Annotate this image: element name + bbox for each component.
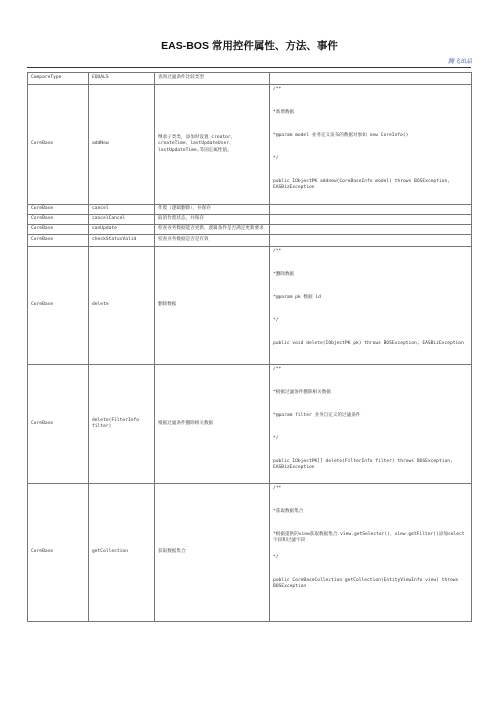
code-line: public IObjectPK[] delete(FilterInfo filter) throws BOSException, EASBizException (273, 459, 453, 471)
api-table-body (28, 73, 472, 622)
class-cell: CoreBase (28, 85, 89, 205)
method-cell: cancel (89, 205, 155, 215)
code-spacer (273, 425, 468, 437)
code-spacer (273, 521, 468, 533)
api-table (27, 72, 472, 622)
code-cell (270, 484, 472, 622)
code-cell (270, 73, 472, 85)
code-cell (270, 247, 472, 365)
description-cell: 获取数据集合 (155, 484, 270, 622)
code-spacer (273, 448, 468, 460)
table-row (28, 247, 472, 365)
description-cell: 检查业务数据能否更新，逻辑条件是否满足更新要求 (155, 225, 270, 235)
class-cell: CoreBase (28, 235, 89, 247)
table-row (28, 235, 472, 247)
code-spacer (273, 99, 468, 111)
class-cell: CoreBase (28, 365, 89, 484)
code-spacer (273, 168, 468, 180)
code-line: *@param pk 数据 id (273, 295, 321, 300)
code-line: */ (273, 555, 279, 560)
table-row (28, 205, 472, 215)
code-spacer (273, 122, 468, 134)
table-row (28, 85, 472, 205)
document-title: EAS-BOS 常用控件属性、方法、事件 (161, 40, 338, 52)
code-cell (270, 205, 472, 215)
class-cell: CoreBase (28, 225, 89, 235)
description-cell: 取消作废状态，并保存 (155, 215, 270, 225)
method-cell: delete(FilterInfo filter) (89, 365, 155, 484)
code-cell (270, 85, 472, 205)
code-line: /** (273, 87, 282, 92)
code-line: *根据过滤条件删除相关数据 (273, 390, 331, 395)
class-cell: CoreBase (28, 215, 89, 225)
class-cell: CompareType (28, 73, 89, 85)
code-spacer (273, 402, 468, 414)
code-spacer (273, 261, 468, 273)
code-spacer (273, 544, 468, 556)
method-cell: addNew (89, 85, 155, 205)
header-rule (27, 67, 471, 68)
description-cell: 继承子类类，添加时设置 creator、createTime、lastUpdateUser、lastUpdateTime,等固定属性值。 (155, 85, 270, 205)
code-spacer (273, 498, 468, 510)
table-row (28, 225, 472, 235)
code-line: */ (273, 156, 279, 161)
code-line: /** (273, 486, 282, 491)
code-cell (270, 225, 472, 235)
code-line: *获取数据集合 (273, 509, 304, 514)
code-line: /** (273, 249, 282, 254)
code-spacer (273, 330, 468, 342)
code-line: public CoreBaseCollection getCollection(EntityViewInfo view) throws BOSException (273, 578, 459, 590)
method-cell: getCollection (89, 484, 155, 622)
table-row (28, 215, 472, 225)
method-cell: cancelCancel (89, 215, 155, 225)
table-row (28, 365, 472, 484)
brand-label: 腾飞出品 (447, 58, 472, 65)
description-cell: 检查业务数据是否是有效 (155, 235, 270, 247)
class-cell: CoreBase (28, 484, 89, 622)
class-cell: CoreBase (28, 247, 89, 365)
code-spacer (273, 284, 468, 296)
code-line: *@param model 业务定义发布的数据对象如 new CoreInfo() (273, 133, 409, 138)
description-cell: 删除数据 (155, 247, 270, 365)
code-line: public void delete(IObjectPK pk) throws BOSException, EASBizException (273, 341, 464, 346)
code-line: public IObjectPK addnew(CoreBaseInfo model) throws BOSException, EASBizException (273, 179, 451, 191)
description-cell: 根据过滤条件删除相关数据 (155, 365, 270, 484)
description-cell: 作废（逻辑删除），并保存 (155, 205, 270, 215)
code-spacer (273, 307, 468, 319)
code-spacer (273, 567, 468, 579)
code-spacer (273, 145, 468, 157)
code-line: */ (273, 318, 279, 323)
code-line: *@param filter 业务自定义的过滤条件 (273, 413, 361, 418)
method-cell: checkStatusValid (89, 235, 155, 247)
method-cell: canUpdate (89, 225, 155, 235)
table-row (28, 484, 472, 622)
method-cell: delete (89, 247, 155, 365)
code-cell (270, 235, 472, 247)
code-line: */ (273, 436, 279, 441)
class-cell: CoreBase (28, 205, 89, 215)
method-cell: EQUALS (89, 73, 155, 85)
table-row (28, 73, 472, 85)
code-cell (270, 215, 472, 225)
description-cell: 查询过滤条件比较类型 (155, 73, 270, 85)
code-cell (270, 365, 472, 484)
code-line: /** (273, 367, 282, 372)
code-spacer (273, 379, 468, 391)
code-line: *删除数据 (273, 272, 295, 277)
code-line: *根据提供的view获取数据集合 view.getSelector()、view.getFilter()添加select字段和过滤字段 (273, 532, 465, 544)
code-line: *新增数据 (273, 110, 295, 115)
